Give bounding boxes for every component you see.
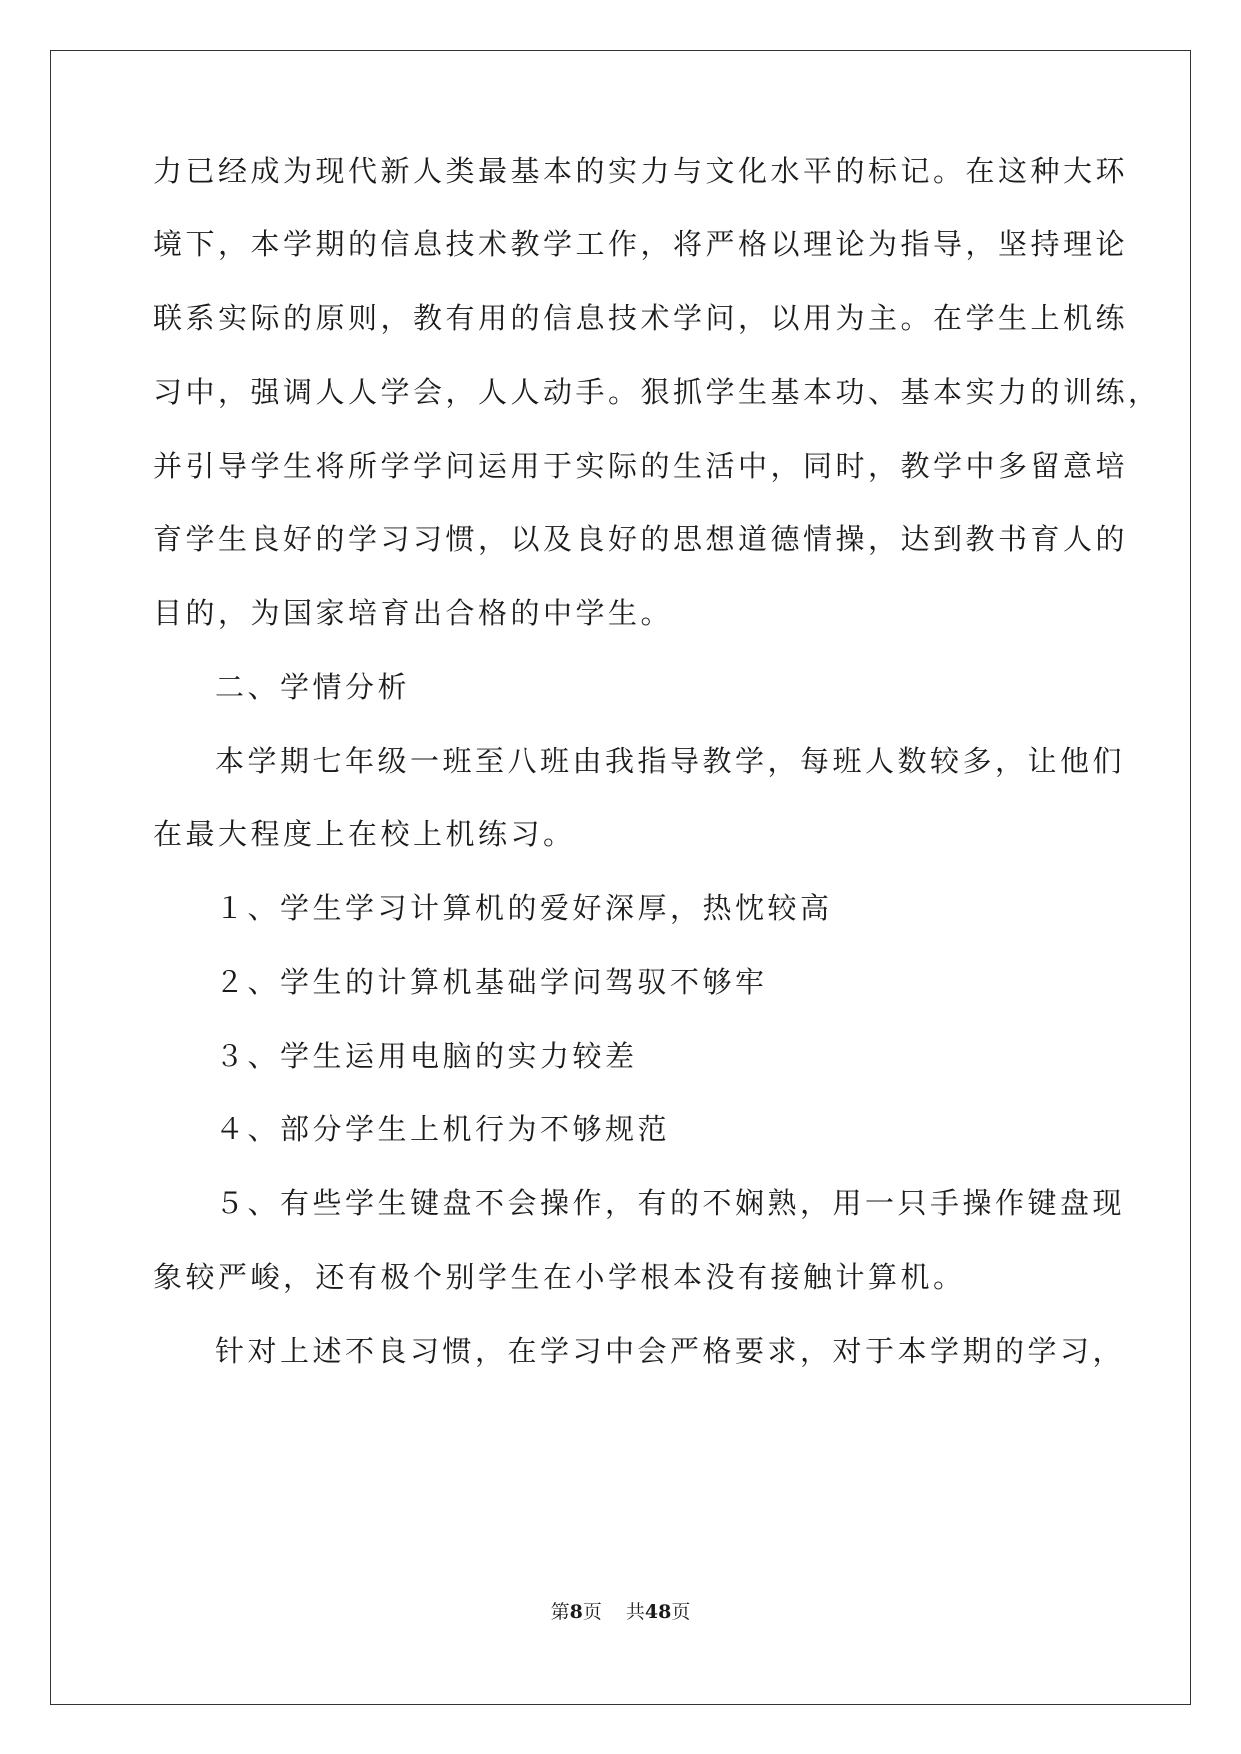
paragraph-line-10: 针对上述不良习惯，在学习中会严格要求，对于本学期的学习， <box>215 1334 1126 1368</box>
total-pages: 48 <box>644 1601 672 1623</box>
total-prefix: 共 <box>625 1601 645 1623</box>
page-prefix: 第 <box>550 1601 570 1623</box>
list-item-5-continued: 象较严峻，还有极个别学生在小学根本没有接触计算机。 <box>153 1260 966 1294</box>
list-item-4: ４、部分学生上机行为不够规范 <box>215 1112 671 1146</box>
paragraph-line-9: 在最大程度上在校上机练习。 <box>153 817 576 851</box>
page-number: 8 <box>569 1601 583 1623</box>
paragraph-line-1: 力已经成为现代新人类最基本的实力与文化水平的标记。在这种大环 <box>153 154 1129 188</box>
paragraph-line-4: 习中，强调人人学会，人人动手。狠抓学生基本功、基本实力的训练， <box>153 375 1161 409</box>
paragraph-line-5: 并引导学生将所学学问运用于实际的生活中，同时，教学中多留意培 <box>153 449 1129 483</box>
page-footer <box>0 1600 1241 1624</box>
paragraph-line-3: 联系实际的原则，教有用的信息技术学问，以用为主。在学生上机练 <box>153 301 1129 335</box>
page-suffix: 页 <box>582 1601 602 1623</box>
list-item-2: ２、学生的计算机基础学问驾驭不够牢 <box>215 965 768 999</box>
total-suffix: 页 <box>671 1601 691 1623</box>
section-heading: 二、学情分析 <box>215 670 411 704</box>
paragraph-line-6: 育学生良好的学习习惯，以及良好的思想道德情操，达到教书育人的 <box>153 522 1129 556</box>
paragraph-line-2: 境下，本学期的信息技术教学工作，将严格以理论为指导，坚持理论 <box>153 227 1129 261</box>
list-item-1: １、学生学习计算机的爱好深厚，热忱较高 <box>215 891 833 925</box>
list-item-5: ５、有些学生键盘不会操作，有的不娴熟，用一只手操作键盘现 <box>215 1186 1126 1220</box>
paragraph-line-8: 本学期七年级一班至八班由我指导教学，每班人数较多，让他们 <box>215 744 1126 778</box>
list-item-3: ３、学生运用电脑的实力较差 <box>215 1039 638 1073</box>
paragraph-line-7: 目的，为国家培育出合格的中学生。 <box>153 596 674 630</box>
